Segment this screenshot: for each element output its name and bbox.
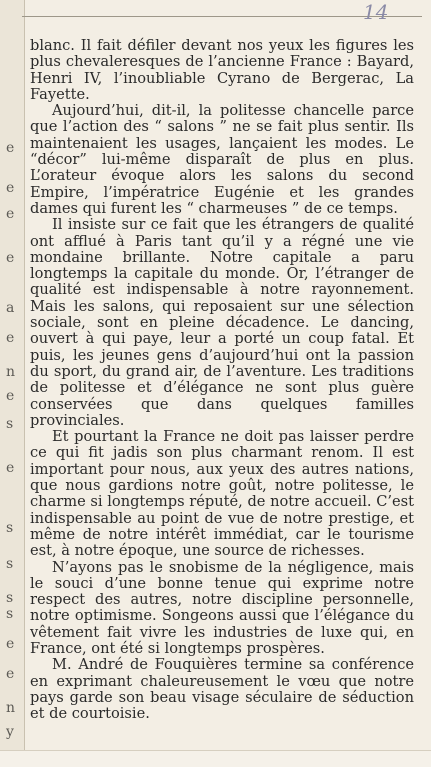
gutter-char: s (6, 520, 14, 536)
paragraph: N’ayons pas le snobisme de la négligence, mais le souci d’une bonne tenue qui exprime notre respect des autres, notre discipline personnelle, notre optimisme. Songeons aussi que l’élégance du vêtement fait vivre les industries de luxe qui, en France, ont été si longtemps prospères. (30, 558, 414, 657)
gutter-char: e (6, 180, 15, 196)
gutter-char: s (6, 590, 14, 606)
gutter-char: e (6, 330, 15, 346)
adjacent-column-edge (0, 0, 25, 766)
pencil-page-mark: 14 (363, 0, 389, 24)
paragraph: Il insiste sur ce fait que les étrangers de qualité ont afflué à Paris tant qu’il y a régné une vie mondaine brillante. Notre capitale a paru longtemps la capitale du monde. Or, l’étranger de qualité est indispensable à notre rayonnement. Mais les salons, qui reposaient sur une sélection sociale, sont en pleine décadence. Le dancing, ouvert à qui paye, leur a porté un coup fatal. Et puis, les jeunes gens d’aujourd’hui ont la passion du sport, du grand air, de l’aventure. Les traditions de politesse et d’élégance ne sont plus guère conservées que dans quelques familles provinciales. (30, 216, 414, 429)
gutter-char: n (6, 700, 16, 716)
gutter-char: n (6, 364, 16, 380)
gutter-char: e (6, 666, 15, 682)
paragraph: Et pourtant la France ne doit pas laisser perdre ce qui fit jadis son plus charmant renom. Il est important pour nous, aux yeux des autres nations, que nous gardions notre goût, notre politesse, le charme si longtemps réputé, de notre accueil. C’est indispensable au point de vue de notre prestige, et même de notre intérêt immédiat, car le tourisme est, à notre époque, une source de richesses. (30, 428, 414, 560)
gutter-char: y (6, 724, 14, 740)
gutter-char: e (6, 636, 15, 652)
top-rule (22, 16, 422, 17)
paragraph: Aujourd’hui, dit-il, la politesse chancelle parce que l’action des “ salons ” ne se fait plus sentir. Ils maintenaient les usages, lançaient les modes. Le “décor” lui-même disparaît de plus en plus. L’orateur évoque alors les salons du second Empire, l’impératrice Eugénie et les grandes dames qui furent les “ charmeuses ” de ce temps. (30, 102, 414, 217)
gutter-char: s (6, 556, 14, 572)
gutter-char: e (6, 250, 15, 266)
paragraph: M. André de Fouquières termine sa conférence en exprimant chaleureusement le vœu que notre pays garde son beau visage séculaire de séduction et de courtoisie. (30, 656, 414, 723)
gutter-char: a (6, 300, 15, 316)
gutter-char: e (6, 460, 15, 476)
gutter-char: s (6, 416, 14, 432)
gutter-char: e (6, 388, 15, 404)
clipping-bottom-edge (0, 750, 431, 767)
article-column (30, 38, 414, 722)
gutter-char: s (6, 606, 14, 622)
gutter-char: e (6, 140, 15, 156)
paragraph: blanc. Il fait défiler devant nos yeux les figures les plus chevaleresques de l’ancienne France : Bayard, Henri IV, l’inoubliable Cyrano de Bergerac, La Fayette. (30, 37, 414, 103)
gutter-char: e (6, 206, 15, 222)
